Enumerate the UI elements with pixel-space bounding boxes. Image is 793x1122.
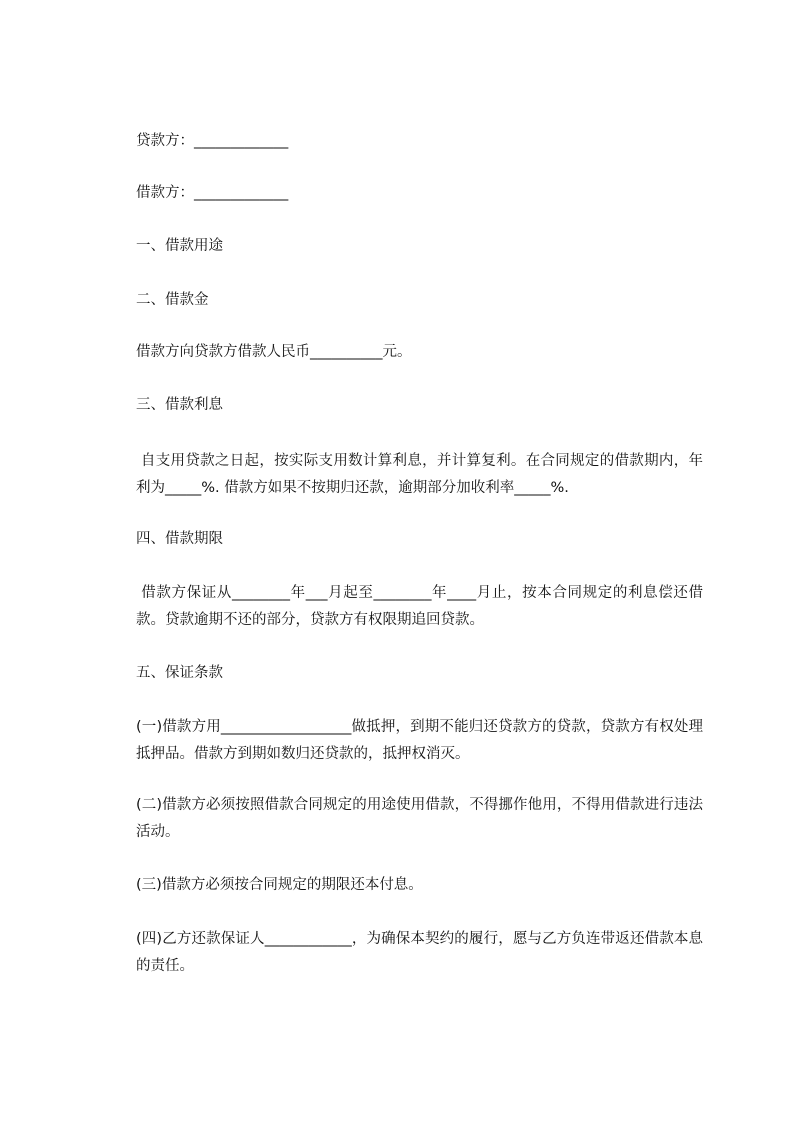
clause-3: (三)借款方必须按合同规定的期限还本付息。 bbox=[136, 877, 423, 893]
clause-1: (一)借款方用__________________做抵押，到期不能归还贷款方的贷款，贷款方有权处理抵押品。借款方到期如数归还贷款的，抵押权消灭。 bbox=[136, 719, 703, 762]
clause-2: (二)借款方必须按照借款合同规定的用途使用借款，不得挪作他用，不得用借款进行违法活动。 bbox=[136, 797, 703, 840]
borrower-line: 借款方：_____________ bbox=[136, 185, 289, 201]
section-4-body: 借款方保证从________年___月起至________年____月止，按本合同规定的利息偿还借款。贷款逾期不还的部分，贷款方有权限期追回贷款。 bbox=[136, 585, 704, 628]
section-2-title: 二、借款金 bbox=[136, 292, 209, 308]
section-2-body: 借款方向贷款方借款人民币__________元。 bbox=[136, 344, 412, 360]
clause-4: (四)乙方还款保证人____________，为确保本契约的履行，愿与乙方负连带返还借款本息的责任。 bbox=[136, 931, 703, 974]
section-3-body: 自支用贷款之日起，按实际支用数计算利息，并计算复利。在合同规定的借款期内，年利为_____%. 借款方如果不按期归还款，逾期部分加收利率_____%. bbox=[136, 453, 704, 496]
section-5-title: 五、保证条款 bbox=[136, 665, 223, 681]
section-1-title: 一、借款用途 bbox=[136, 238, 223, 254]
lender-line: 贷款方：_____________ bbox=[136, 133, 289, 149]
section-3-title: 三、借款利息 bbox=[136, 397, 223, 413]
section-4-title: 四、借款期限 bbox=[136, 531, 223, 547]
